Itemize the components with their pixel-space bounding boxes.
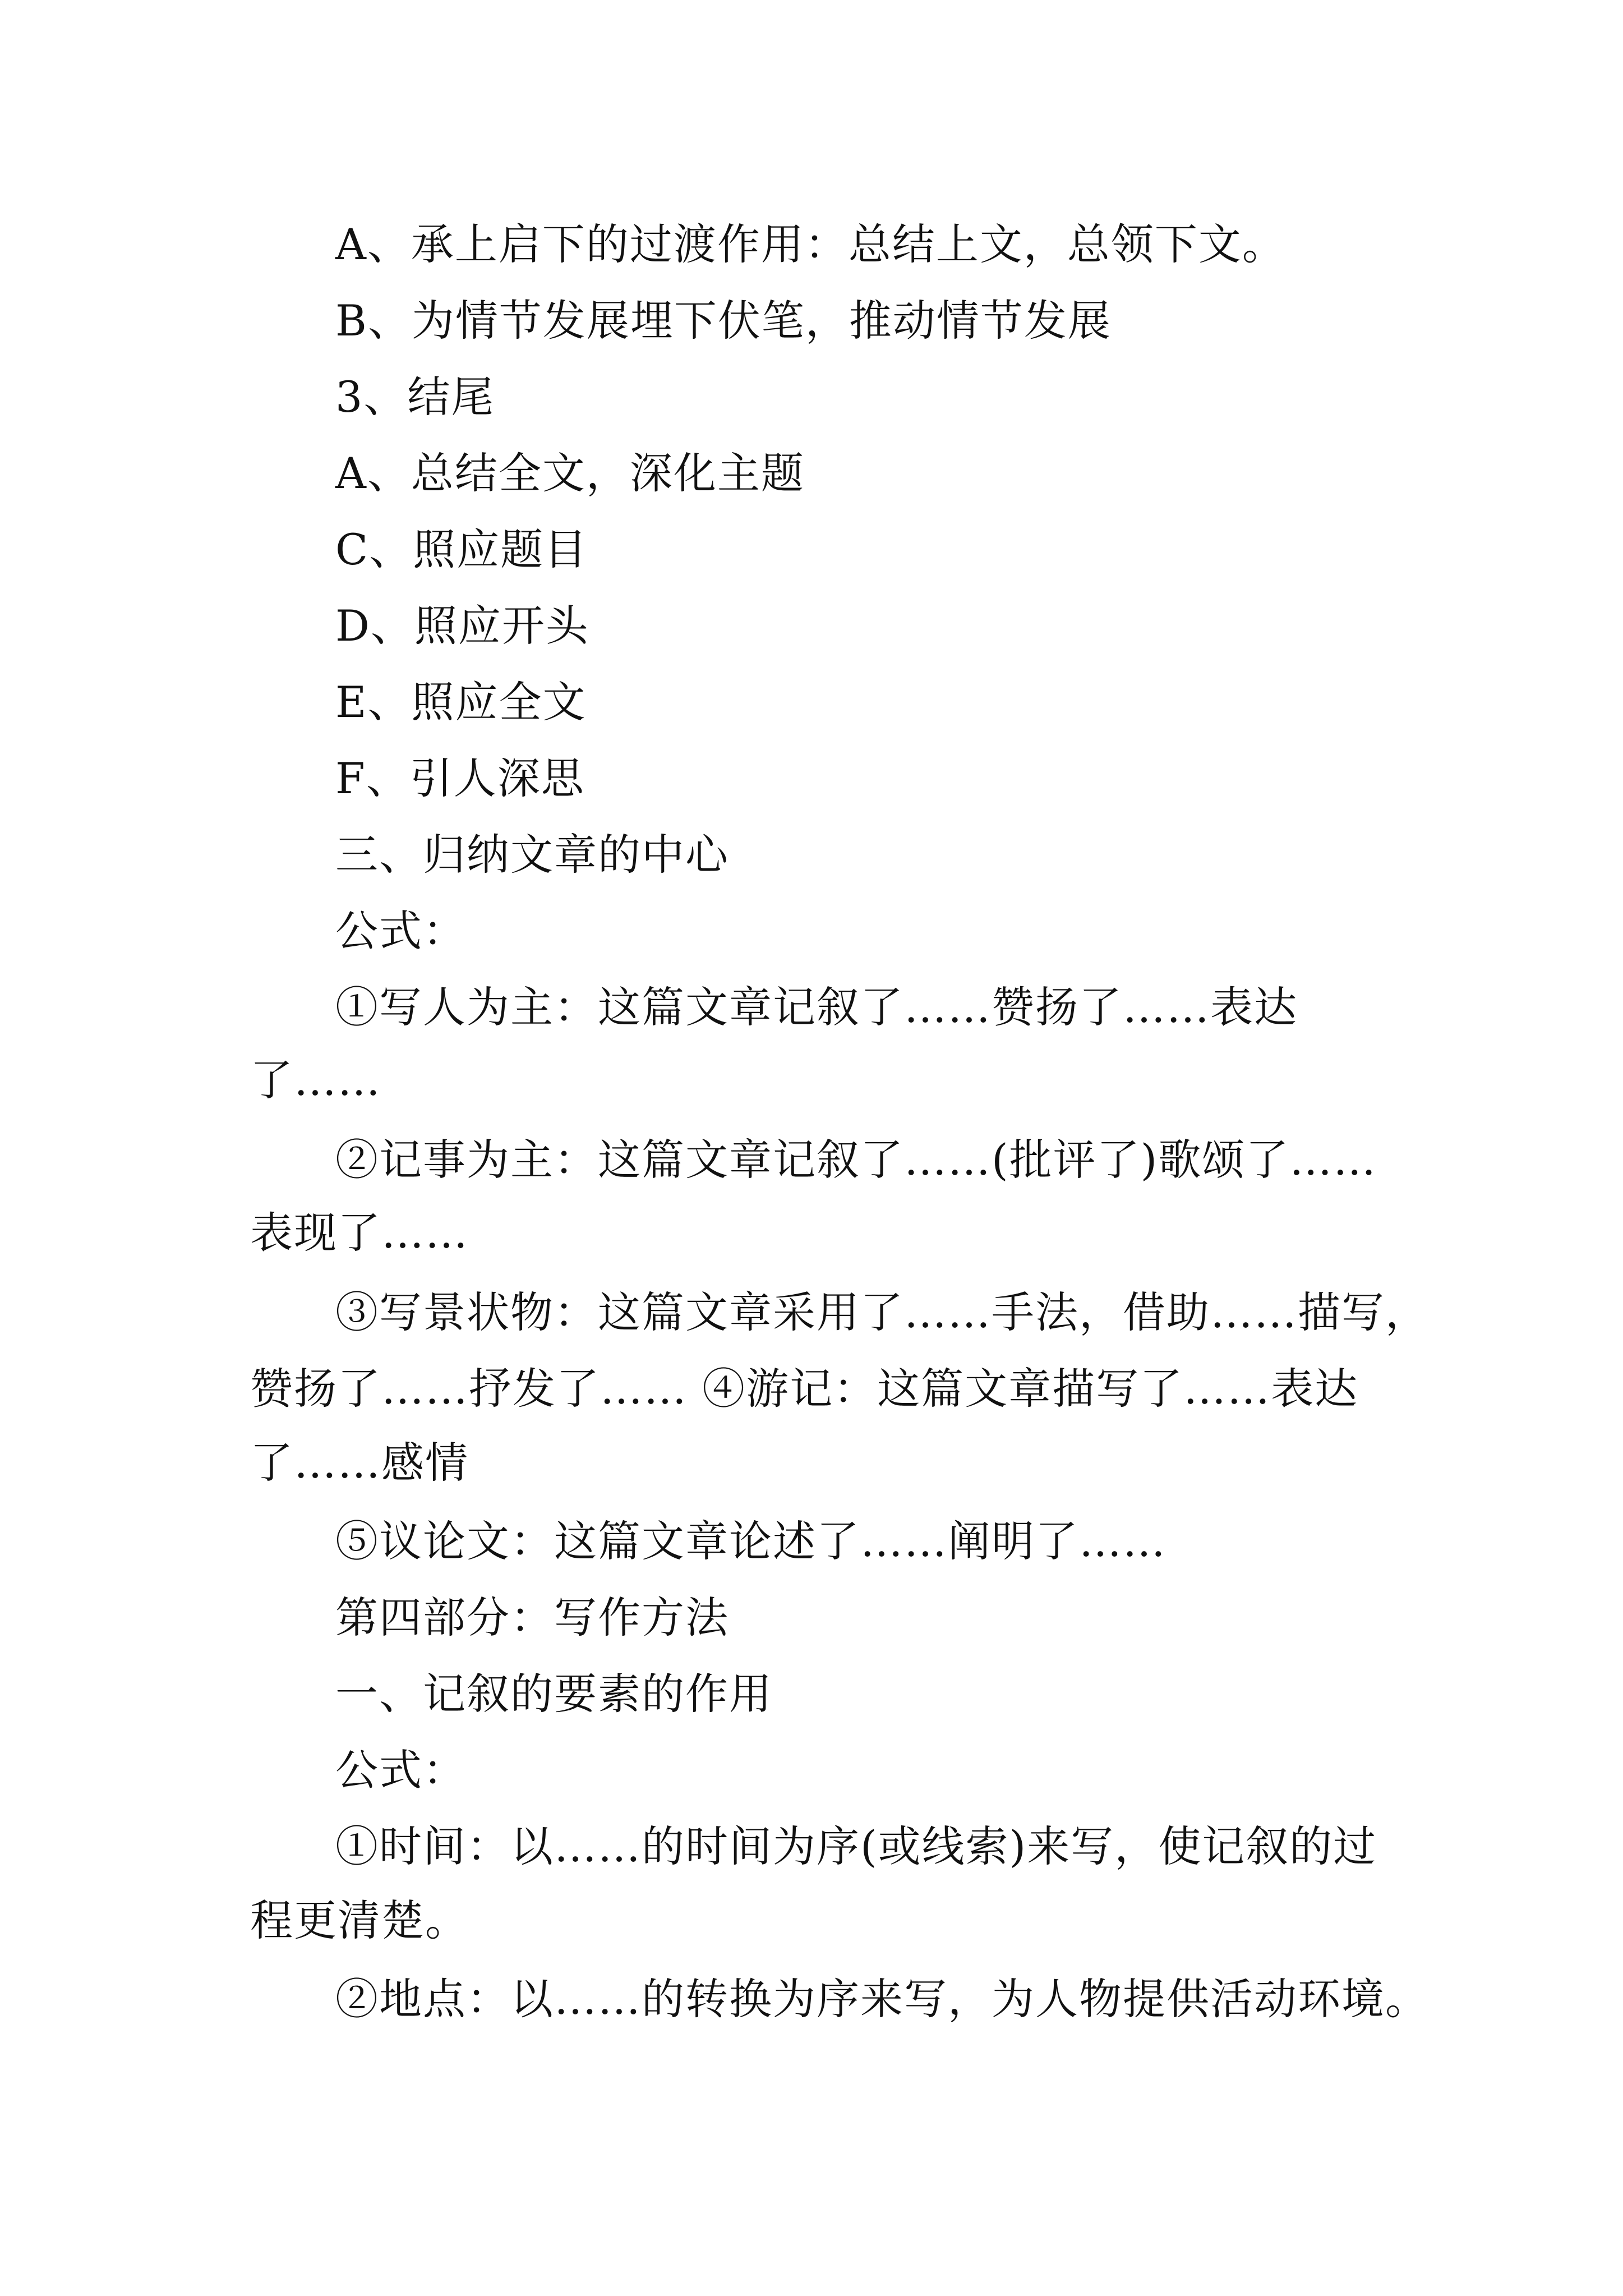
- text-line: E、照应全文: [335, 677, 587, 727]
- text-line: C、照应题目: [335, 524, 588, 574]
- text-line: 程更清楚。: [250, 1895, 469, 1945]
- text-line: 3、结尾: [335, 372, 495, 422]
- text-line: B、为情节发展埋下伏笔，推动情节发展: [335, 296, 1112, 346]
- text-line: ②地点：以……的转换为序来写，为人物提供活动环境。: [335, 1974, 1429, 2024]
- text-line: D、照应开头: [335, 601, 589, 651]
- text-line: 了……: [250, 1055, 381, 1105]
- text-line: ①时间：以……的时间为序(或线索)来写，使记叙的过: [335, 1821, 1377, 1871]
- text-line: 公式：: [335, 906, 467, 956]
- text-line: A、总结全文，深化主题: [335, 448, 805, 498]
- text-line: ①写人为主：这篇文章记叙了……赞扬了……表达: [335, 982, 1298, 1032]
- text-line: ③写景状物：这篇文章采用了……手法，借助……描写，: [335, 1287, 1429, 1337]
- text-line: 公式：: [335, 1745, 467, 1795]
- text-line: ⑤议论文：这篇文章论述了……阐明了……: [335, 1516, 1166, 1566]
- text-line: ②记事为主：这篇文章记叙了……(批评了)歌颂了……: [335, 1135, 1377, 1185]
- section-heading: 一、记叙的要素的作用: [335, 1669, 773, 1719]
- text-line: 表现了……: [250, 1208, 469, 1258]
- section-heading: 三、归纳文章的中心: [335, 830, 729, 880]
- section-heading: 第四部分：写作方法: [335, 1593, 729, 1642]
- text-line: F、引人深思: [335, 753, 585, 803]
- text-line: 赞扬了……抒发了…… ④游记：这篇文章描写了……表达: [250, 1364, 1359, 1414]
- text-line: A、承上启下的过渡作用：总结上文，总领下文。: [335, 219, 1286, 269]
- text-line: 了……感情: [250, 1438, 469, 1488]
